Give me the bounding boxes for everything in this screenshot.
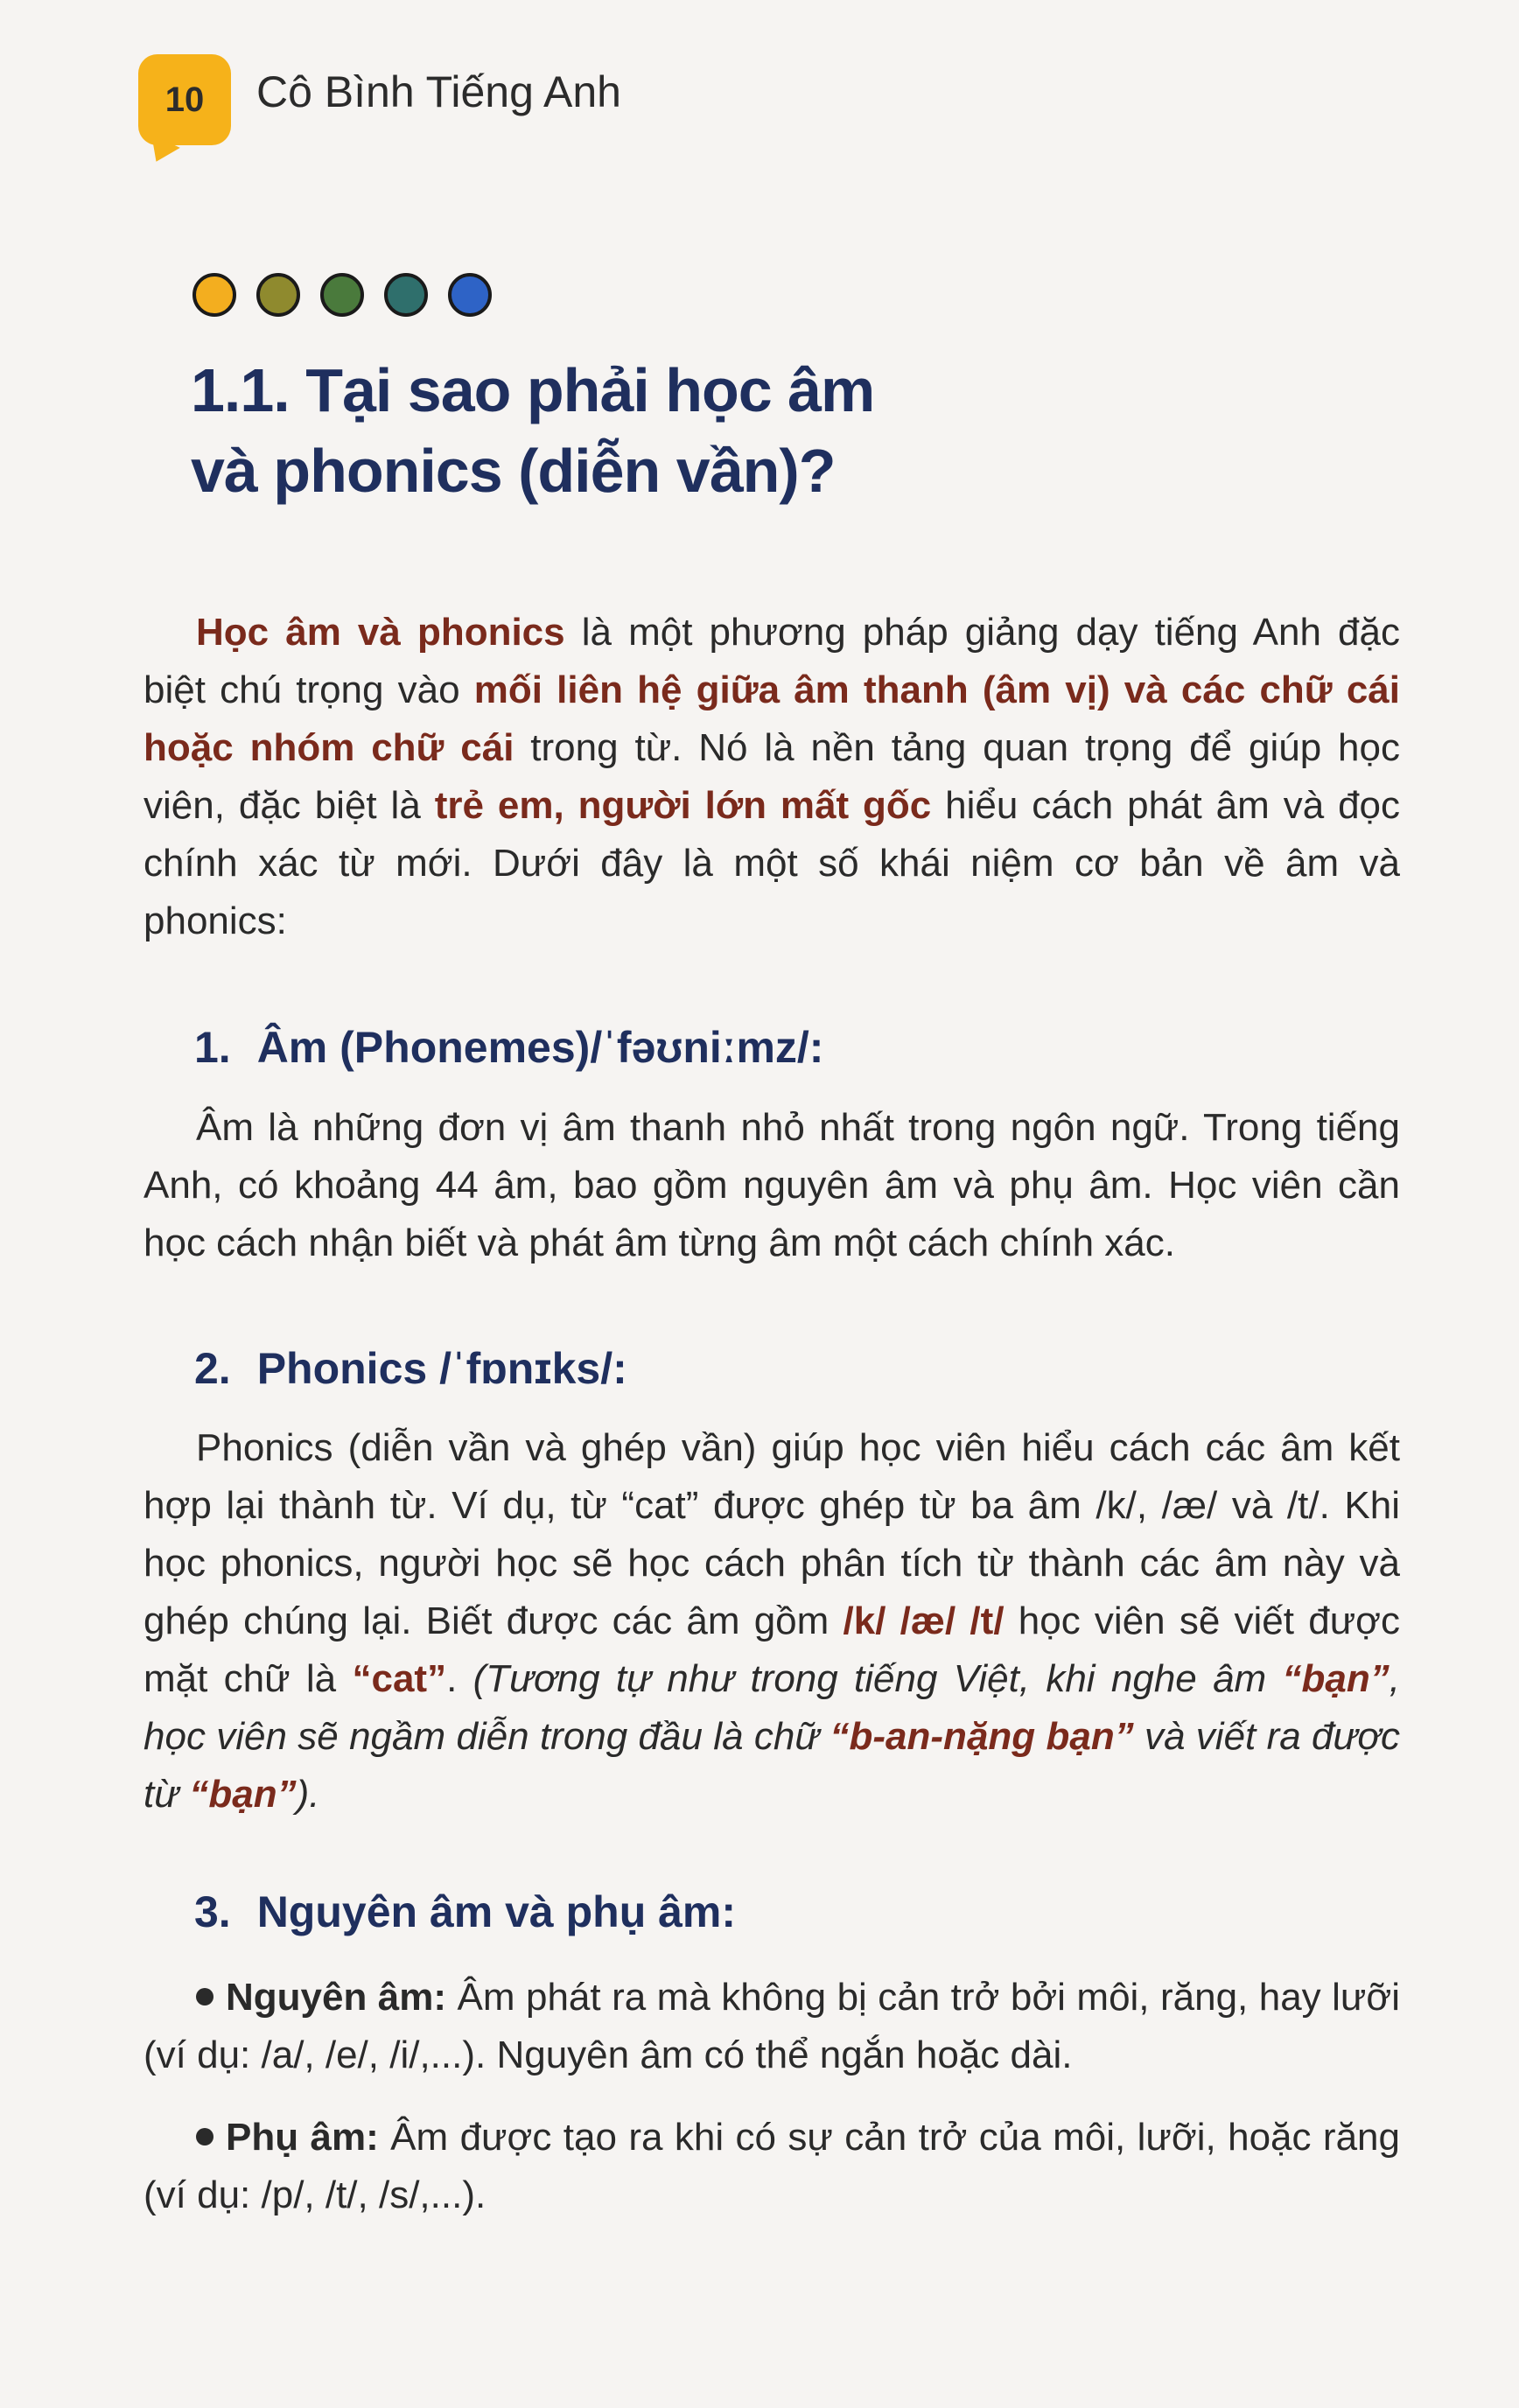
- intro-highlight-3: trẻ em, người lớn mất gốc: [434, 784, 932, 827]
- page-number-badge: [138, 54, 231, 145]
- dot-2: [256, 273, 300, 317]
- item-3-number: 3.: [194, 1887, 231, 1936]
- item-1-title: Âm (Phonemes)/ˈfəʊniːmz/:: [256, 1023, 824, 1072]
- bullet-consonant-text: Âm được tạo ra khi có sự cản trở của môi, lưỡi, hoặc răng (ví dụ: /p/, /t/, /s/,...).: [144, 2116, 1400, 2216]
- item-1-number: 1.: [194, 1023, 231, 1072]
- book-title: Cô Bình Tiếng Anh: [256, 67, 621, 116]
- section-title: [191, 350, 1241, 511]
- item-2-cat: “cat”: [352, 1657, 447, 1700]
- item-2-heading: [194, 1343, 1332, 1394]
- bullet-consonant: [144, 2109, 1400, 2224]
- bullet-vowel-label: Nguyên âm:: [226, 1976, 447, 2019]
- item-2-italic-1: (Tương tự như trong tiếng Việt, khi nghe âm: [472, 1657, 1283, 1700]
- bullet-icon: [196, 2128, 214, 2146]
- item-2-body: [144, 1419, 1400, 1824]
- dot-5: [448, 273, 492, 317]
- item-2-italic-bold-1: “bạn”: [1282, 1657, 1390, 1700]
- bullet-icon: [196, 1988, 214, 2006]
- item-2-text-a: Phonics (diễn vần và ghép vần) giúp học viên hiểu cách các âm kết hợp lại thành từ. Ví dụ, từ “cat” được ghép từ ba âm /k/, /æ/ và /t/. Khi học phonics, người học sẽ học cách phân tích từ thành các âm này và ghép chúng lại. Biết được các âm gồm: [144, 1426, 1400, 1642]
- item-2-text-c: .: [446, 1657, 473, 1700]
- section-title-line-1: 1.1. Tại sao phải học âm: [191, 356, 875, 424]
- intro-text-3: hiểu cách phát âm và đọc chính xác từ mới. Dưới đây là một số khái niệm cơ bản về âm và phonics:: [144, 784, 1401, 942]
- item-2-sounds: /k/ /æ/ /t/: [843, 1600, 1004, 1642]
- item-2-italic-2: , học viên sẽ ngầm diễn trong đầu là chữ: [144, 1657, 1400, 1758]
- item-1-text: Âm là những đơn vị âm thanh nhỏ nhất trong ngôn ngữ. Trong tiếng Anh, có khoảng 44 âm, bao gồm nguyên âm và phụ âm. Học viên cần học cách nhận biết và phát âm từng âm một cách chính xác.: [144, 1106, 1400, 1264]
- page-number: 10: [164, 80, 205, 119]
- intro-text-2: trong từ. Nó là nền tảng quan trọng để giúp học viên, đặc biệt là: [144, 726, 1400, 827]
- bullet-vowel-text: Âm phát ra mà không bị cản trở bởi môi, răng, hay lưỡi (ví dụ: /a/, /e/, /i/,...). Nguyên âm có thể ngắn hoặc dài.: [144, 1976, 1400, 2076]
- item-3-title: Nguyên âm và phụ âm:: [256, 1887, 737, 1936]
- dot-3: [320, 273, 364, 317]
- intro-paragraph: [144, 604, 1400, 950]
- item-1-heading: [194, 1022, 1332, 1073]
- item-2-title: Phonics /ˈfɒnɪks/:: [256, 1344, 627, 1393]
- decorative-dots: [192, 273, 492, 317]
- item-2-italic-bold-3: “bạn”: [189, 1773, 297, 1816]
- bullet-consonant-label: Phụ âm:: [226, 2116, 379, 2159]
- item-2-text-b: học viên sẽ viết được mặt chữ là: [144, 1600, 1400, 1700]
- item-2-number: 2.: [194, 1344, 231, 1393]
- section-title-line-2: và phonics (diễn vần)?: [191, 437, 836, 505]
- dot-4: [384, 273, 428, 317]
- item-1-body: [144, 1099, 1400, 1272]
- intro-highlight-2: mối liên hệ giữa âm thanh (âm vị) và các chữ cái hoặc nhóm chữ cái: [144, 668, 1400, 769]
- intro-text-1: là một phương pháp giảng dạy tiếng Anh đặc biệt chú trọng vào: [144, 611, 1400, 711]
- intro-highlight-1: Học âm và phonics: [196, 611, 565, 654]
- item-3-heading: [194, 1886, 1332, 1937]
- item-2-italic-4: ).: [296, 1773, 320, 1816]
- item-2-italic-3: và viết ra được từ: [144, 1715, 1400, 1816]
- bullet-vowel: [144, 1969, 1400, 2084]
- dot-1: [192, 273, 236, 317]
- item-2-italic-bold-2: “b-an-nặng bạn”: [830, 1715, 1134, 1758]
